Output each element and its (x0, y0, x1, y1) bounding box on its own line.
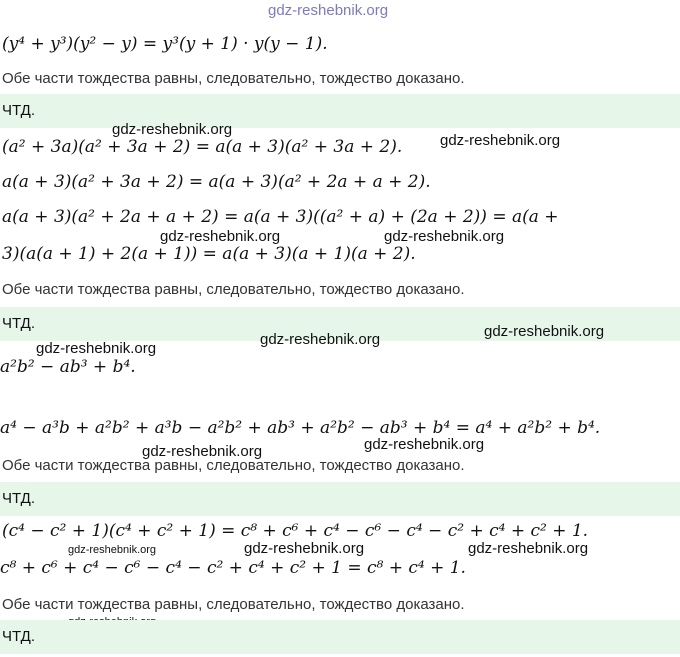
equation: (c⁴ − c² + 1)(c⁴ + c² + 1) = c⁸ + c⁶ + c⁴ − c⁶ − c⁴ − c² + c⁴ + c² + 1. (2, 521, 589, 541)
equation: 3)(a(a + 1) + 2(a + 1)) = a(a + 3)(a + 1)(a + 2). (2, 244, 416, 264)
equation: a(a + 3)(a² + 3a + 2) = a(a + 3)(a² + 2a + a + 2). (2, 172, 431, 192)
watermark: gdz-reshebnik.org (68, 544, 157, 556)
equation: a²b² − ab³ + b⁴. (0, 357, 136, 377)
qed-label: ЧТД. (2, 628, 35, 645)
watermark: gdz-reshebnik.org (440, 132, 561, 149)
watermark-top: gdz-reshebnik.org (268, 2, 389, 19)
qed-label: ЧТД. (2, 315, 35, 332)
equation: (y⁴ + y³)(y² − y) = y³(y + 1) · y(y − 1). (2, 34, 328, 54)
equation: a(a + 3)(a² + 2a + a + 2) = a(a + 3)((a² + a) + (2a + 2)) = a(a + (2, 207, 559, 227)
watermark: gdz-reshebnik.org (384, 228, 505, 245)
conclusion-text: Обе части тождества равны, следовательно, тождество доказано. (2, 457, 465, 474)
conclusion-text: Обе части тождества равны, следовательно, тождество доказано. (2, 70, 465, 87)
qed-label: ЧТД. (2, 490, 35, 507)
qed-band (0, 482, 680, 516)
qed-band (0, 94, 680, 128)
watermark: gdz-reshebnik.org (142, 443, 263, 460)
watermark: gdz-reshebnik.org (484, 323, 605, 340)
equation: a⁴ − a³b + a²b² + a³b − a²b² + ab³ + a²b² − ab³ + b⁴ = a⁴ + a²b² + b⁴. (0, 418, 601, 438)
watermark: gdz-reshebnik.org (364, 436, 485, 453)
watermark: gdz-reshebnik.org (36, 340, 157, 357)
qed-band (0, 620, 680, 654)
watermark: gdz-reshebnik.org (468, 540, 589, 557)
watermark: gdz-reshebnik.org (160, 228, 281, 245)
conclusion-text: Обе части тождества равны, следовательно, тождество доказано. (2, 596, 465, 613)
equation: c⁸ + c⁶ + c⁴ − c⁶ − c⁴ − c² + c⁴ + c² + 1 = c⁸ + c⁴ + 1. (0, 558, 466, 578)
conclusion-text: Обе части тождества равны, следовательно, тождество доказано. (2, 281, 465, 298)
qed-label: ЧТД. (2, 102, 35, 119)
watermark: gdz-reshebnik.org (260, 331, 381, 348)
watermark: gdz-reshebnik.org (244, 540, 365, 557)
equation: (a² + 3a)(a² + 3a + 2) = a(a + 3)(a² + 3a + 2). (2, 137, 403, 157)
watermark: gdz-reshebnik.org (112, 121, 233, 138)
